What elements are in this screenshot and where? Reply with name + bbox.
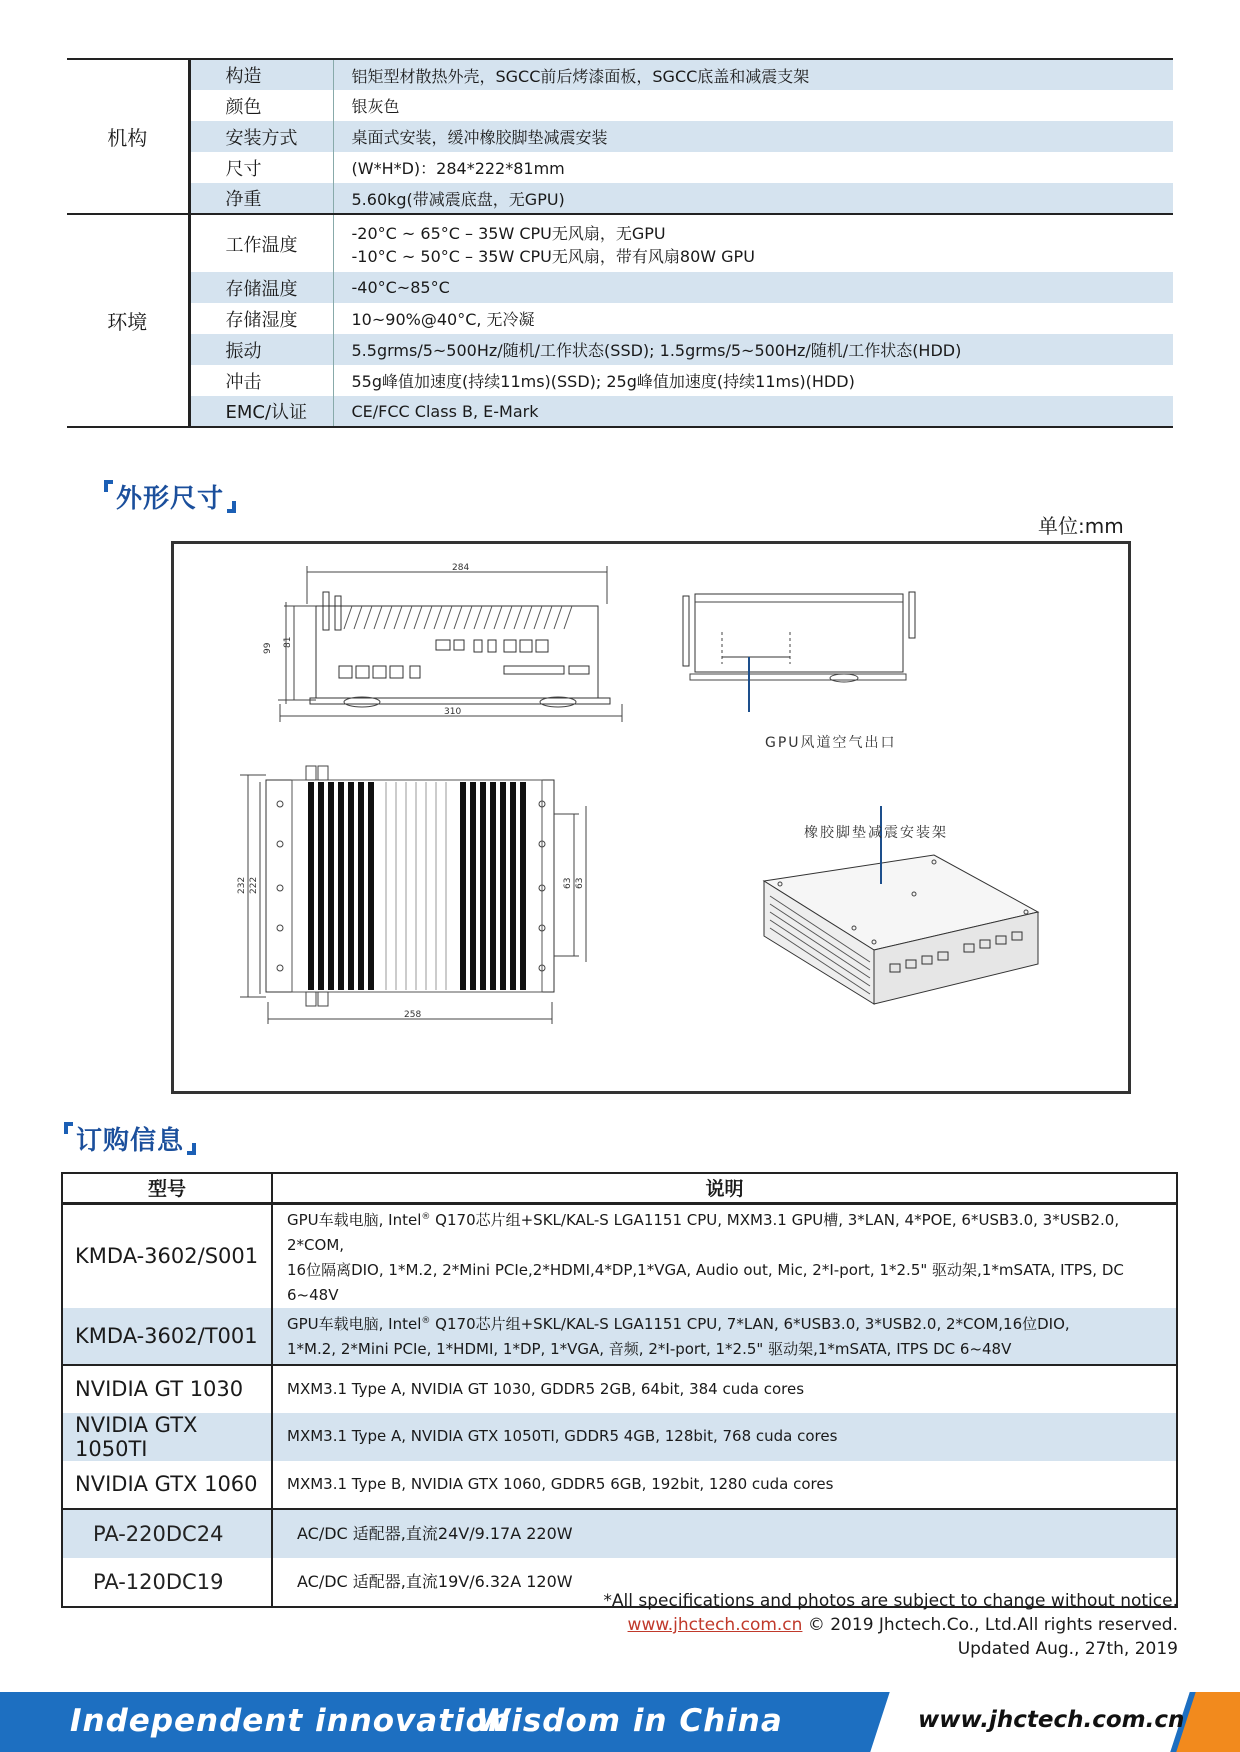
order-desc-text: Q170芯片组+SKL/KAL-S LGA1151 CPU, MXM3.1 GPU槽, 3*LAN, 4*POE, 6*USB3.0, 3*USB2.0, 2*COM, — [287, 1210, 1120, 1254]
spec-value: 10~90%@40°C, 无冷凝 — [351, 310, 535, 329]
dim-top-depth-inner: 222 — [249, 876, 259, 894]
spec-value-line: -10°C ~ 50°C – 35W CPU无风扇，带有风扇80W GPU — [351, 246, 755, 266]
order-desc: MXM3.1 Type B, NVIDIA GTX 1060, GDDR5 6GB, 192bit, 1280 cuda cores — [272, 1461, 1177, 1509]
section-title-dimensions — [104, 478, 236, 515]
spec-value: 5.60kg(带减震底盘，无GPU) — [333, 183, 1173, 214]
spec-row — [67, 396, 1173, 427]
callout-gpu-airflow: GPU风道空气出口 — [765, 735, 897, 751]
technical-drawing-svg — [174, 544, 1128, 1091]
order-desc-text: GPU车载电脑, Intel — [287, 1315, 422, 1333]
spec-key: 工作温度 — [189, 214, 333, 272]
section-title-text: 订购信息 — [76, 1126, 185, 1156]
dim-top-depth-outer: 232 — [237, 876, 247, 894]
spec-row — [67, 59, 1173, 90]
spec-value: -40°C~85°C — [333, 272, 1173, 303]
order-row — [62, 1461, 1177, 1509]
banner-url[interactable]: www.jhctech.com.cn — [918, 1707, 1185, 1733]
copyright-line — [603, 1613, 1178, 1637]
order-row — [62, 1203, 1177, 1308]
spec-key: 冲击 — [189, 365, 333, 396]
dimension-drawing — [171, 541, 1131, 1094]
spec-key: 安装方式 — [189, 121, 333, 152]
order-model: NVIDIA GTX 1050TI — [62, 1413, 272, 1461]
order-model: KMDA-3602/S001 — [62, 1203, 272, 1308]
spec-key: 颜色 — [189, 90, 333, 121]
order-model: NVIDIA GT 1030 — [62, 1365, 272, 1413]
section-title-text: 外形尺寸 — [116, 484, 225, 514]
bracket-right-icon — [187, 1143, 196, 1155]
slogan-right: Wisdom in China — [476, 1703, 783, 1739]
spec-row — [67, 272, 1173, 303]
spec-value: 桌面式安装，缓冲橡胶脚垫减震安装 — [333, 121, 1173, 152]
spec-group-mechanism: 机构 — [67, 59, 189, 214]
spec-row — [67, 183, 1173, 214]
front-view — [278, 566, 622, 722]
order-row — [62, 1509, 1177, 1558]
col-header-model: 型号 — [62, 1173, 272, 1203]
order-header-row — [62, 1173, 1177, 1203]
spec-row — [67, 90, 1173, 121]
dim-front-width: 284 — [452, 563, 470, 573]
spec-group-environment: 环境 — [67, 214, 189, 427]
spec-value: 55g峰值加速度(持续11ms)(SSD); 25g峰值加速度(持续11ms)(HDD) — [351, 372, 855, 391]
spec-key: 存储湿度 — [189, 303, 333, 334]
spec-row — [67, 334, 1173, 365]
order-row — [62, 1308, 1177, 1365]
bracket-left-icon — [104, 480, 113, 492]
dim-front-height-inner: 81 — [283, 636, 293, 648]
heatsink-fins — [308, 782, 526, 990]
spec-row — [67, 121, 1173, 152]
order-model: KMDA-3602/T001 — [62, 1308, 272, 1365]
spec-key: 净重 — [189, 183, 333, 214]
registered-mark: ® — [421, 1316, 431, 1326]
isometric-view — [764, 855, 1038, 1004]
unit-label: 单位:mm — [1038, 514, 1124, 538]
order-model: NVIDIA GTX 1060 — [62, 1461, 272, 1509]
callout-rubber-mount: 橡胶脚垫减震安装架 — [804, 825, 948, 841]
order-table — [61, 1172, 1178, 1608]
footer-notes — [603, 1589, 1178, 1661]
spec-key: 振动 — [189, 334, 333, 365]
order-desc-text: Q170芯片组+SKL/KAL-S LGA1151 CPU, 7*LAN, 6*USB3.0, 3*USB2.0, 2*COM,16位DIO, — [430, 1315, 1070, 1333]
spec-value: CE/FCC Class B, E-Mark — [333, 396, 1173, 427]
spec-key: 存储温度 — [189, 272, 333, 303]
website-link[interactable]: www.jhctech.com.cn — [627, 1615, 803, 1635]
order-model: PA-220DC24 — [62, 1509, 272, 1558]
order-desc-text: 1*M.2, 2*Mini PCIe, 1*HDMI, 1*DP, 1*VGA, 音频, 2*I-port, 1*2.5" 驱动架,1*mSATA, ITPS DC 6~48V — [287, 1340, 1012, 1358]
order-model: PA-120DC19 — [62, 1558, 272, 1607]
heatsink-light-fins — [386, 782, 446, 990]
registered-mark: ® — [421, 1211, 431, 1222]
spec-row — [67, 214, 1173, 272]
order-desc-text: GPU车载电脑, Intel — [287, 1210, 422, 1229]
spec-value: 5.5grms/5~500Hz/随机/工作状态(SSD); 1.5grms/5~500Hz/随机/工作状态(HDD) — [333, 334, 1173, 365]
dim-front-height-outer: 99 — [263, 642, 273, 654]
dim-top-width: 258 — [404, 1010, 422, 1020]
spec-row — [67, 152, 1173, 183]
order-desc — [272, 1203, 1177, 1308]
updated-date: Updated Aug., 27th, 2019 — [957, 1639, 1178, 1659]
dim-mount-a: 63 — [563, 877, 573, 889]
spec-key: EMC/认证 — [189, 396, 333, 427]
col-header-desc: 说明 — [272, 1173, 1177, 1203]
slogan-left: Independent innovation — [70, 1703, 511, 1739]
order-desc: AC/DC 适配器,直流19V/6.32A 120W — [272, 1558, 1177, 1607]
disclaimer: *All specifications and photos are subject to change without notice. — [603, 1591, 1178, 1611]
dim-front-base: 310 — [444, 707, 462, 717]
order-desc — [272, 1308, 1177, 1365]
spec-value — [333, 214, 1173, 272]
footer-banner — [0, 1692, 1240, 1752]
order-row — [62, 1413, 1177, 1461]
spec-table — [67, 58, 1173, 428]
order-row — [62, 1365, 1177, 1413]
copyright-text: © 2019 Jhctech.Co., Ltd.All rights reserved. — [802, 1615, 1178, 1635]
spec-row — [67, 303, 1173, 334]
spec-key: 尺寸 — [189, 152, 333, 183]
section-title-order — [64, 1120, 196, 1157]
spec-value-line: -20°C ~ 65°C – 35W CPU无风扇，无GPU — [351, 223, 666, 243]
spec-value: 铝矩型材散热外壳，SGCC前后烤漆面板，SGCC底盖和减震支架 — [333, 59, 1173, 90]
spec-key: 构造 — [189, 59, 333, 90]
spec-value: 银灰色 — [351, 97, 400, 116]
top-view — [240, 766, 586, 1024]
order-desc-text: 16位隔离DIO, 1*M.2, 2*Mini PCIe,2*HDMI,4*DP,1*VGA, Audio out, Mic, 2*I-port, 1*2.5" 驱动架,1*mSATA, ITPS, DC 6~48V — [287, 1260, 1124, 1304]
side-view — [683, 592, 915, 682]
order-desc: MXM3.1 Type A, NVIDIA GTX 1050TI, GDDR5 4GB, 128bit, 768 cuda cores — [272, 1413, 1177, 1461]
dim-mount-b: 63 — [575, 877, 585, 889]
spec-value: (W*H*D)：284*222*81mm — [351, 159, 565, 178]
order-desc: AC/DC 适配器,直流24V/9.17A 220W — [272, 1509, 1177, 1558]
order-desc: MXM3.1 Type A, NVIDIA GT 1030, GDDR5 2GB, 64bit, 384 cuda cores — [272, 1365, 1177, 1413]
bracket-right-icon — [227, 501, 236, 513]
bracket-left-icon — [64, 1122, 73, 1134]
spec-row — [67, 365, 1173, 396]
